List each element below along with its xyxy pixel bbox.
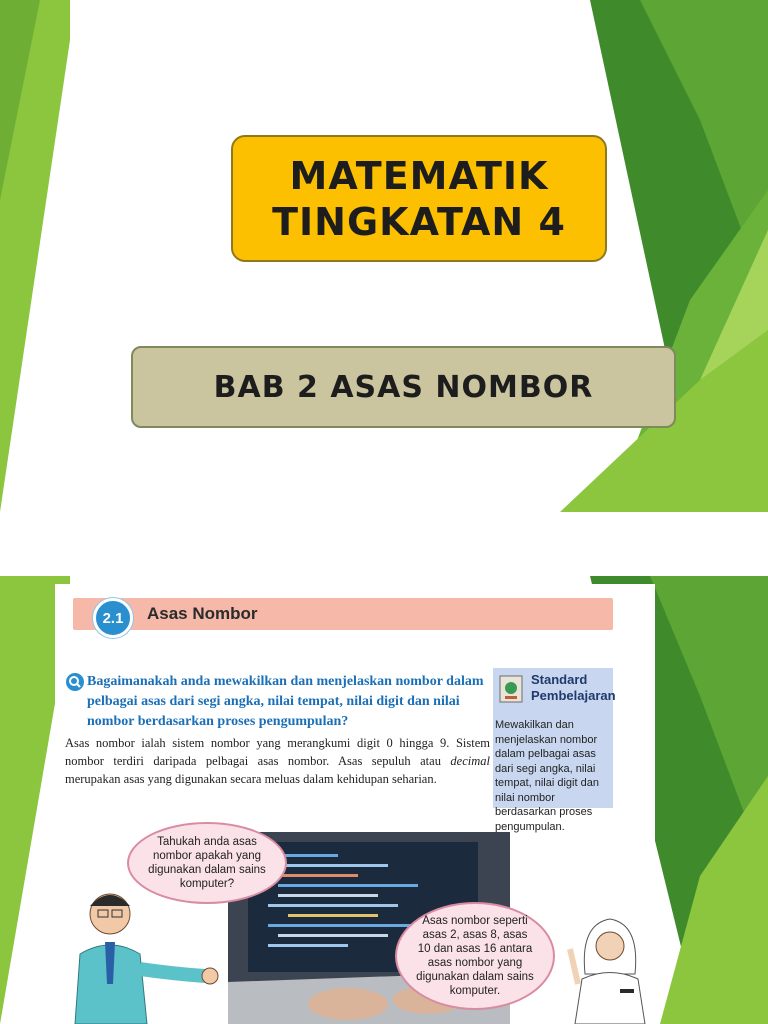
speech-bubble-question: Tahukah anda asas nombor apakah yang digunakan dalam sains komputer? — [127, 822, 287, 904]
teacher-woman-illustration — [560, 904, 655, 1024]
textbook-page — [55, 584, 655, 1024]
standard-text: Mewakilkan dan menjelaskan nombor dalam pelbagai asas dari segi angka, nilai tempat, nilai digit dan nilai nombor berdasarkan proses pengumpulan. — [495, 719, 599, 833]
section-number: 2.1 — [93, 598, 133, 638]
body-text-end: merupakan asas yang digunakan secara meluas dalam kehidupan seharian. — [65, 772, 437, 786]
body-paragraph — [65, 734, 490, 788]
standard-heading-1: Standard — [531, 672, 588, 687]
speech-bubble-answer: Asas nombor seperti asas 2, asas 8, asas 10 dan asas 16 antara asas nombor yang digunakan dalam sains komputer. — [395, 902, 555, 1010]
title-line-2: TINGKATAN 4 — [272, 199, 566, 244]
book-icon — [497, 672, 527, 706]
section-title: Asas Nombor — [147, 604, 258, 623]
body-text-start: Asas nombor ialah sistem nombor yang merangkumi digit 0 hingga 9. Sistem nombor terdiri daripada pelbagai asas nombor. Asas sepuluh atau — [65, 736, 490, 768]
content-slide — [0, 576, 768, 1024]
title-line-1: MATEMATIK — [289, 153, 549, 198]
magnifier-icon — [65, 672, 85, 692]
standard-pembelajaran-box — [493, 668, 616, 833]
subtitle-box — [131, 346, 676, 428]
title-box — [231, 135, 607, 262]
body-text-italic: decimal — [450, 754, 490, 768]
standard-heading — [531, 672, 616, 704]
subtitle: BAB 2 ASAS NOMBOR — [213, 369, 594, 405]
standard-heading-2: Pembelajaran — [531, 688, 616, 703]
slide-gap — [0, 512, 768, 576]
teacher-man-illustration — [55, 884, 225, 1024]
guiding-question: Bagaimanakah anda mewakilkan dan menjelaskan nombor dalam pelbagai asas dari segi angka, nilai tempat, nilai digit dan nilai nombor berdasarkan proses pengumpulan? — [87, 674, 484, 729]
